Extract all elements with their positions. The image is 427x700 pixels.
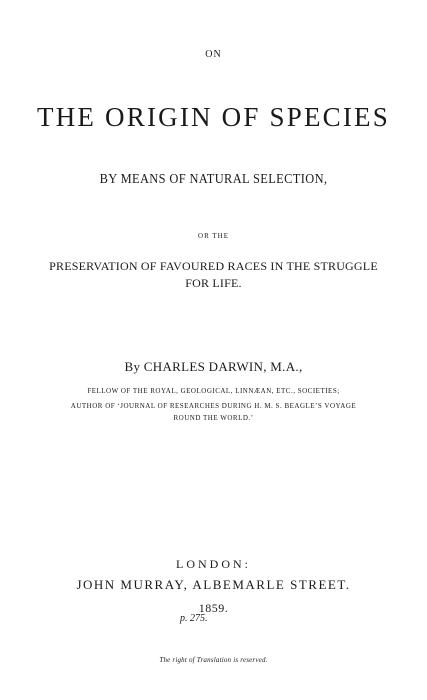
author-credit-line-3: ROUND THE WORLD.’ <box>173 414 254 422</box>
alternate-title-line-2: FOR LIFE. <box>185 276 242 290</box>
author-name: By CHARLES DARWIN, M.A., <box>124 359 303 374</box>
on-text: ON <box>205 49 222 60</box>
or-the-text: OR THE <box>198 232 229 240</box>
publication-place: LONDON: <box>176 557 251 571</box>
book-subtitle: BY MEANS OF NATURAL SELECTION, <box>99 171 328 186</box>
handwritten-shelf-mark: p. 275. <box>180 613 208 624</box>
publication-year: 1859. <box>198 601 229 615</box>
alternate-title-line-1: PRESERVATION OF FAVOURED RACES IN THE STRUGGLE <box>49 259 378 273</box>
rights-notice: The right of Translation is reserved. <box>159 656 268 664</box>
book-title: THE ORIGIN OF SPECIES <box>37 102 390 132</box>
author-credit-line-1: FELLOW OF THE ROYAL, GEOLOGICAL, LINNÆAN, ETC., SOCIETIES; <box>87 387 340 395</box>
publisher: JOHN MURRAY, ALBEMARLE STREET. <box>76 577 351 592</box>
author-credit-line-2: AUTHOR OF ‘JOURNAL OF RESEARCHES DURING H. M. S. BEAGLE’S VOYAGE <box>70 402 357 410</box>
